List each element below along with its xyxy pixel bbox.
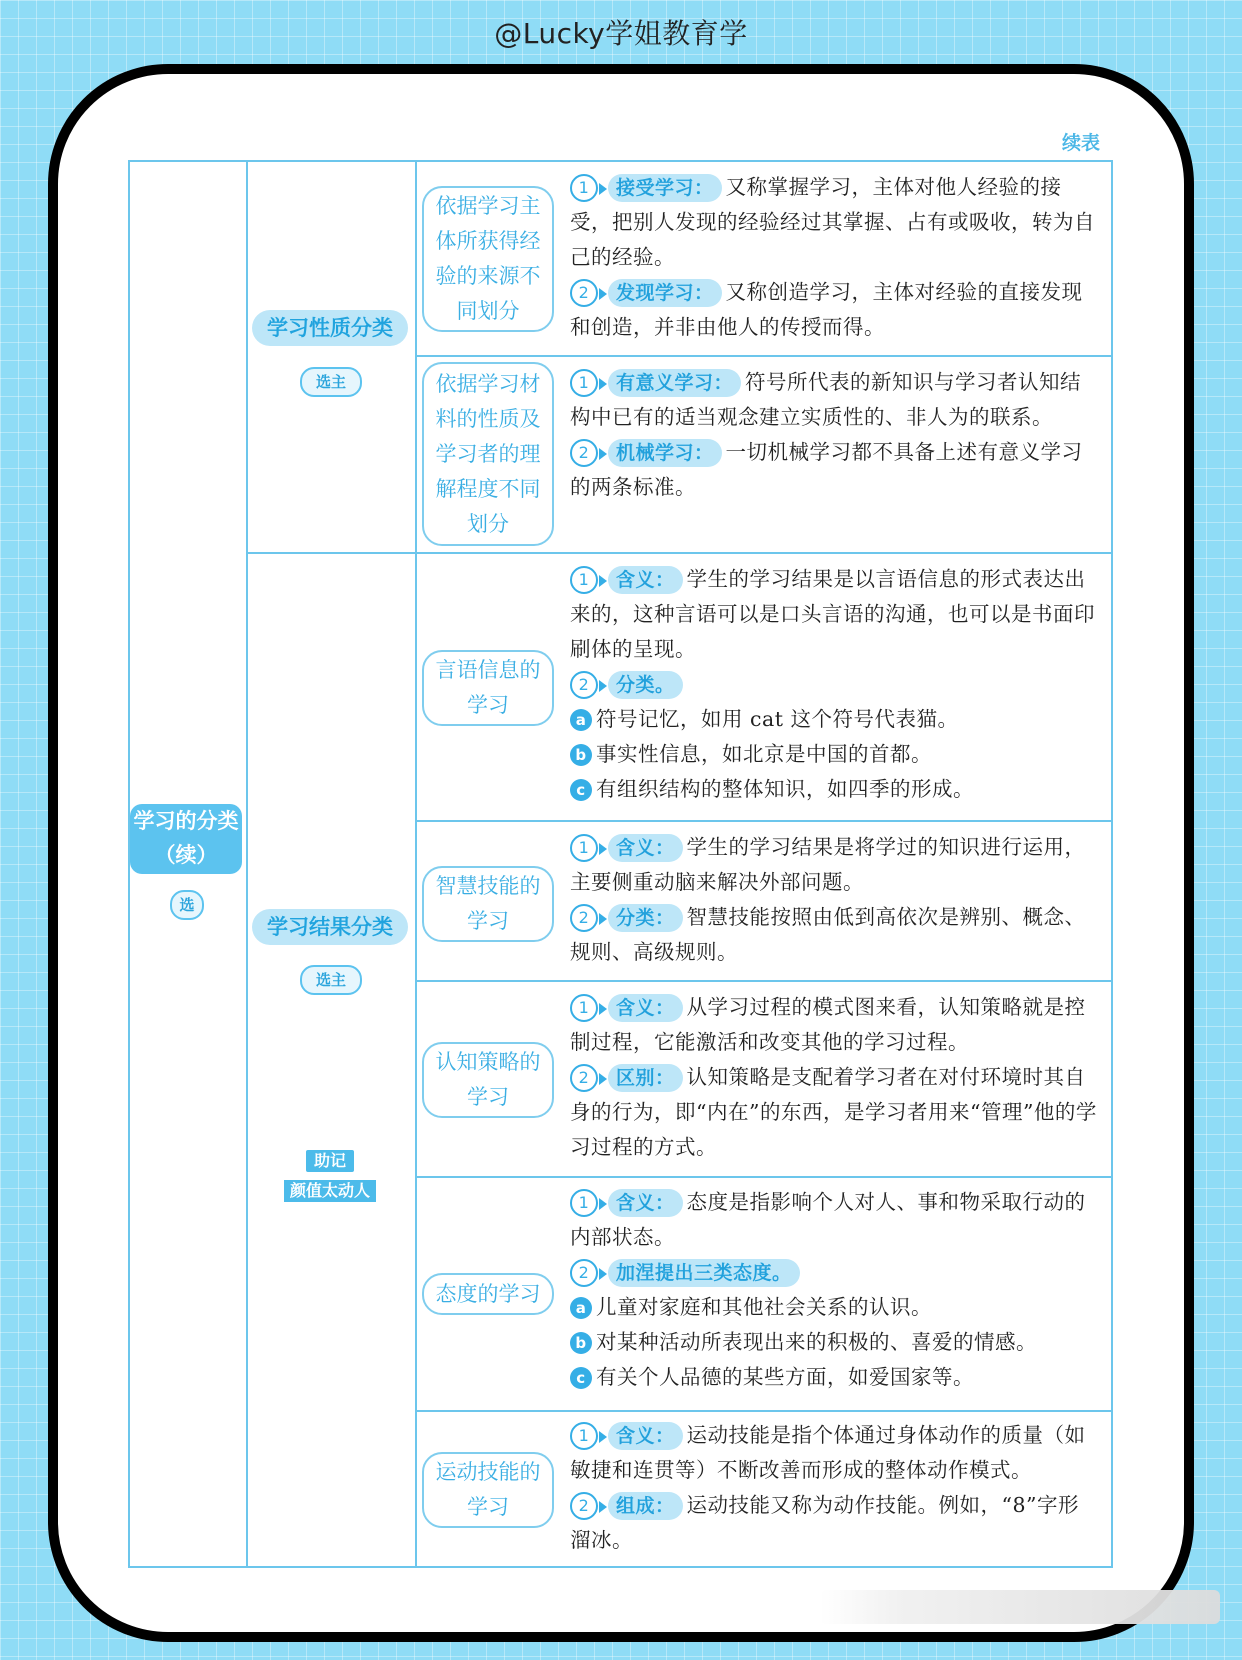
section-badge-outcome: 选主: [300, 965, 362, 995]
criteria-material-nature: 依据学习材料的性质及学习者的理解程度不同划分: [422, 362, 554, 546]
number-marker: 1: [570, 1189, 598, 1217]
number-marker: 1: [570, 174, 598, 202]
number-marker: 1: [570, 1422, 598, 1450]
number-marker: 2: [570, 1492, 598, 1520]
main-category-badge: 选: [170, 890, 204, 920]
list-item: [570, 1418, 1098, 1488]
list-item: [570, 562, 1098, 667]
divider-row-1: [415, 355, 1111, 357]
criteria-cognitive-strategy: 认知策略的学习: [422, 1042, 554, 1118]
item-label: 分类。: [608, 671, 683, 699]
item-text: 运动技能又称为动作技能。例如，“8”字形溜冰。: [570, 1493, 1080, 1552]
number-marker: 2: [570, 1064, 598, 1092]
item-text: 又称掌握学习，主体对他人经验的接受，把别人发现的经验经过其掌握、占有或吸收，转为自己的经验。: [570, 175, 1095, 269]
criteria-intellectual-skills: 智慧技能的学习: [422, 866, 554, 942]
criteria-motor-skills: 运动技能的学习: [422, 1452, 554, 1528]
criteria-source-of-experience: 依据学习主体所获得经验的来源不同划分: [422, 186, 554, 332]
bottom-overlay-bar: [820, 1590, 1220, 1624]
section-title-outcome: 学习结果分类: [252, 909, 408, 945]
list-item: [570, 1255, 1098, 1290]
section-title-nature: 学习性质分类: [252, 310, 408, 346]
continued-label: 续表: [1062, 132, 1101, 154]
sub-marker: b: [570, 744, 592, 766]
sub-text: 有组织结构的整体知识，如四季的形成。: [596, 777, 974, 801]
item-label: 含义：: [608, 566, 683, 594]
divider-row-5: [415, 1176, 1111, 1178]
item-label: 含义：: [608, 994, 683, 1022]
list-item: [570, 667, 1098, 702]
list-item: [570, 1185, 1098, 1255]
item-label: 分类：: [608, 904, 683, 932]
item-label: 组成：: [608, 1492, 683, 1520]
sub-text: 儿童对家庭和其他社会关系的认识。: [596, 1295, 932, 1319]
divider-col-1: [246, 162, 248, 1566]
number-marker: 2: [570, 279, 598, 307]
number-marker: 1: [570, 369, 598, 397]
number-marker: 2: [570, 671, 598, 699]
mnemonic-title: 助记: [306, 1150, 354, 1172]
item-text: 一切机械学习都不具备上述有意义学习的两条标准。: [570, 440, 1083, 499]
item-text: 智慧技能按照由低到高依次是辨别、概念、规则、高级规则。: [570, 905, 1086, 964]
watermark: @Lucky学姐教育学: [494, 17, 748, 50]
row-cognitive-strategy: [570, 990, 1098, 1165]
number-marker: 1: [570, 994, 598, 1022]
list-item: [570, 1060, 1098, 1165]
row-motor-skills: [570, 1418, 1098, 1558]
item-label: 含义：: [608, 1189, 683, 1217]
list-item: [570, 900, 1098, 970]
section-badge-nature: 选主: [300, 367, 362, 397]
item-text: 认知策略是支配着学习者在对付环境时其自身的行为，即“内在”的东西，是学习者用来“管理”他的学习过程的方式。: [570, 1065, 1097, 1159]
item-label: 含义：: [608, 1422, 683, 1450]
sub-item: [570, 737, 1098, 772]
number-marker: 1: [570, 834, 598, 862]
item-label: 有意义学习：: [608, 369, 741, 397]
sub-item: [570, 702, 1098, 737]
item-label: 含义：: [608, 834, 683, 862]
item-text: 学生的学习结果是以言语信息的形式表达出来的，这种言语可以是口头言语的沟通，也可以是书面印刷体的呈现。: [570, 567, 1095, 661]
sub-text: 对某种活动所表现出来的积极的、喜爱的情感。: [596, 1330, 1037, 1354]
sub-marker: b: [570, 1332, 592, 1354]
list-item: [570, 170, 1098, 275]
sub-text: 有关个人品德的某些方面，如爱国家等。: [596, 1365, 974, 1389]
sub-text: 事实性信息，如北京是中国的首都。: [596, 742, 932, 766]
sub-item: [570, 1290, 1098, 1325]
list-item: [570, 365, 1098, 435]
list-item: [570, 990, 1098, 1060]
list-item: [570, 1488, 1098, 1558]
list-item: [570, 435, 1098, 505]
sub-marker: c: [570, 779, 592, 801]
mnemonic-text: 颜值太动人: [284, 1180, 376, 1202]
item-text: 从学习过程的模式图来看，认知策略就是控制过程，它能激活和改变其他的学习过程。: [570, 995, 1086, 1054]
mnemonic: [270, 1150, 390, 1202]
item-text: 运动技能是指个体通过身体动作的质量（如敏捷和连贯等）不断改善而形成的整体动作模式。: [570, 1423, 1086, 1482]
item-text: 态度是指影响个人对人、事和物采取行动的内部状态。: [570, 1190, 1086, 1249]
number-marker: 2: [570, 439, 598, 467]
row-intellectual-skills: [570, 830, 1098, 970]
item-label: 机械学习：: [608, 439, 722, 467]
criteria-attitude: 态度的学习: [422, 1273, 554, 1315]
item-text: 符号所代表的新知识与学习者认知结构中已有的适当观念建立实质性的、非人为的联系。: [570, 370, 1082, 429]
sub-item: [570, 1360, 1098, 1395]
row-receptive-discovery: [570, 170, 1098, 345]
row-meaningful-rote: [570, 365, 1098, 505]
row-attitude: [570, 1185, 1098, 1395]
criteria-verbal-information: 言语信息的学习: [422, 650, 554, 726]
item-label: 接受学习：: [608, 174, 722, 202]
divider-row-4: [415, 980, 1111, 982]
list-item: [570, 275, 1098, 345]
divider-section: [246, 552, 1111, 554]
number-marker: 1: [570, 566, 598, 594]
item-text: 又称创造学习，主体对经验的直接发现和创造，并非由他人的传授而得。: [570, 280, 1083, 339]
divider-row-6: [415, 1410, 1111, 1412]
main-category-title: 学习的分类（续）: [130, 804, 242, 874]
sub-text: 符号记忆，如用 cat 这个符号代表猫。: [596, 707, 959, 731]
list-item: [570, 830, 1098, 900]
sub-marker: c: [570, 1367, 592, 1389]
sub-item: [570, 1325, 1098, 1360]
item-label: 发现学习：: [608, 279, 722, 307]
sub-marker: a: [570, 1297, 592, 1319]
sub-item: [570, 772, 1098, 807]
divider-row-3: [415, 820, 1111, 822]
sub-marker: a: [570, 709, 592, 731]
row-verbal-information: [570, 562, 1098, 807]
number-marker: 2: [570, 904, 598, 932]
item-label: 加涅提出三类态度。: [608, 1259, 800, 1287]
item-label: 区别：: [608, 1064, 683, 1092]
item-text: 学生的学习结果是将学过的知识进行运用，主要侧重动脑来解决外部问题。: [570, 835, 1086, 894]
divider-col-2: [415, 162, 417, 1566]
number-marker: 2: [570, 1259, 598, 1287]
